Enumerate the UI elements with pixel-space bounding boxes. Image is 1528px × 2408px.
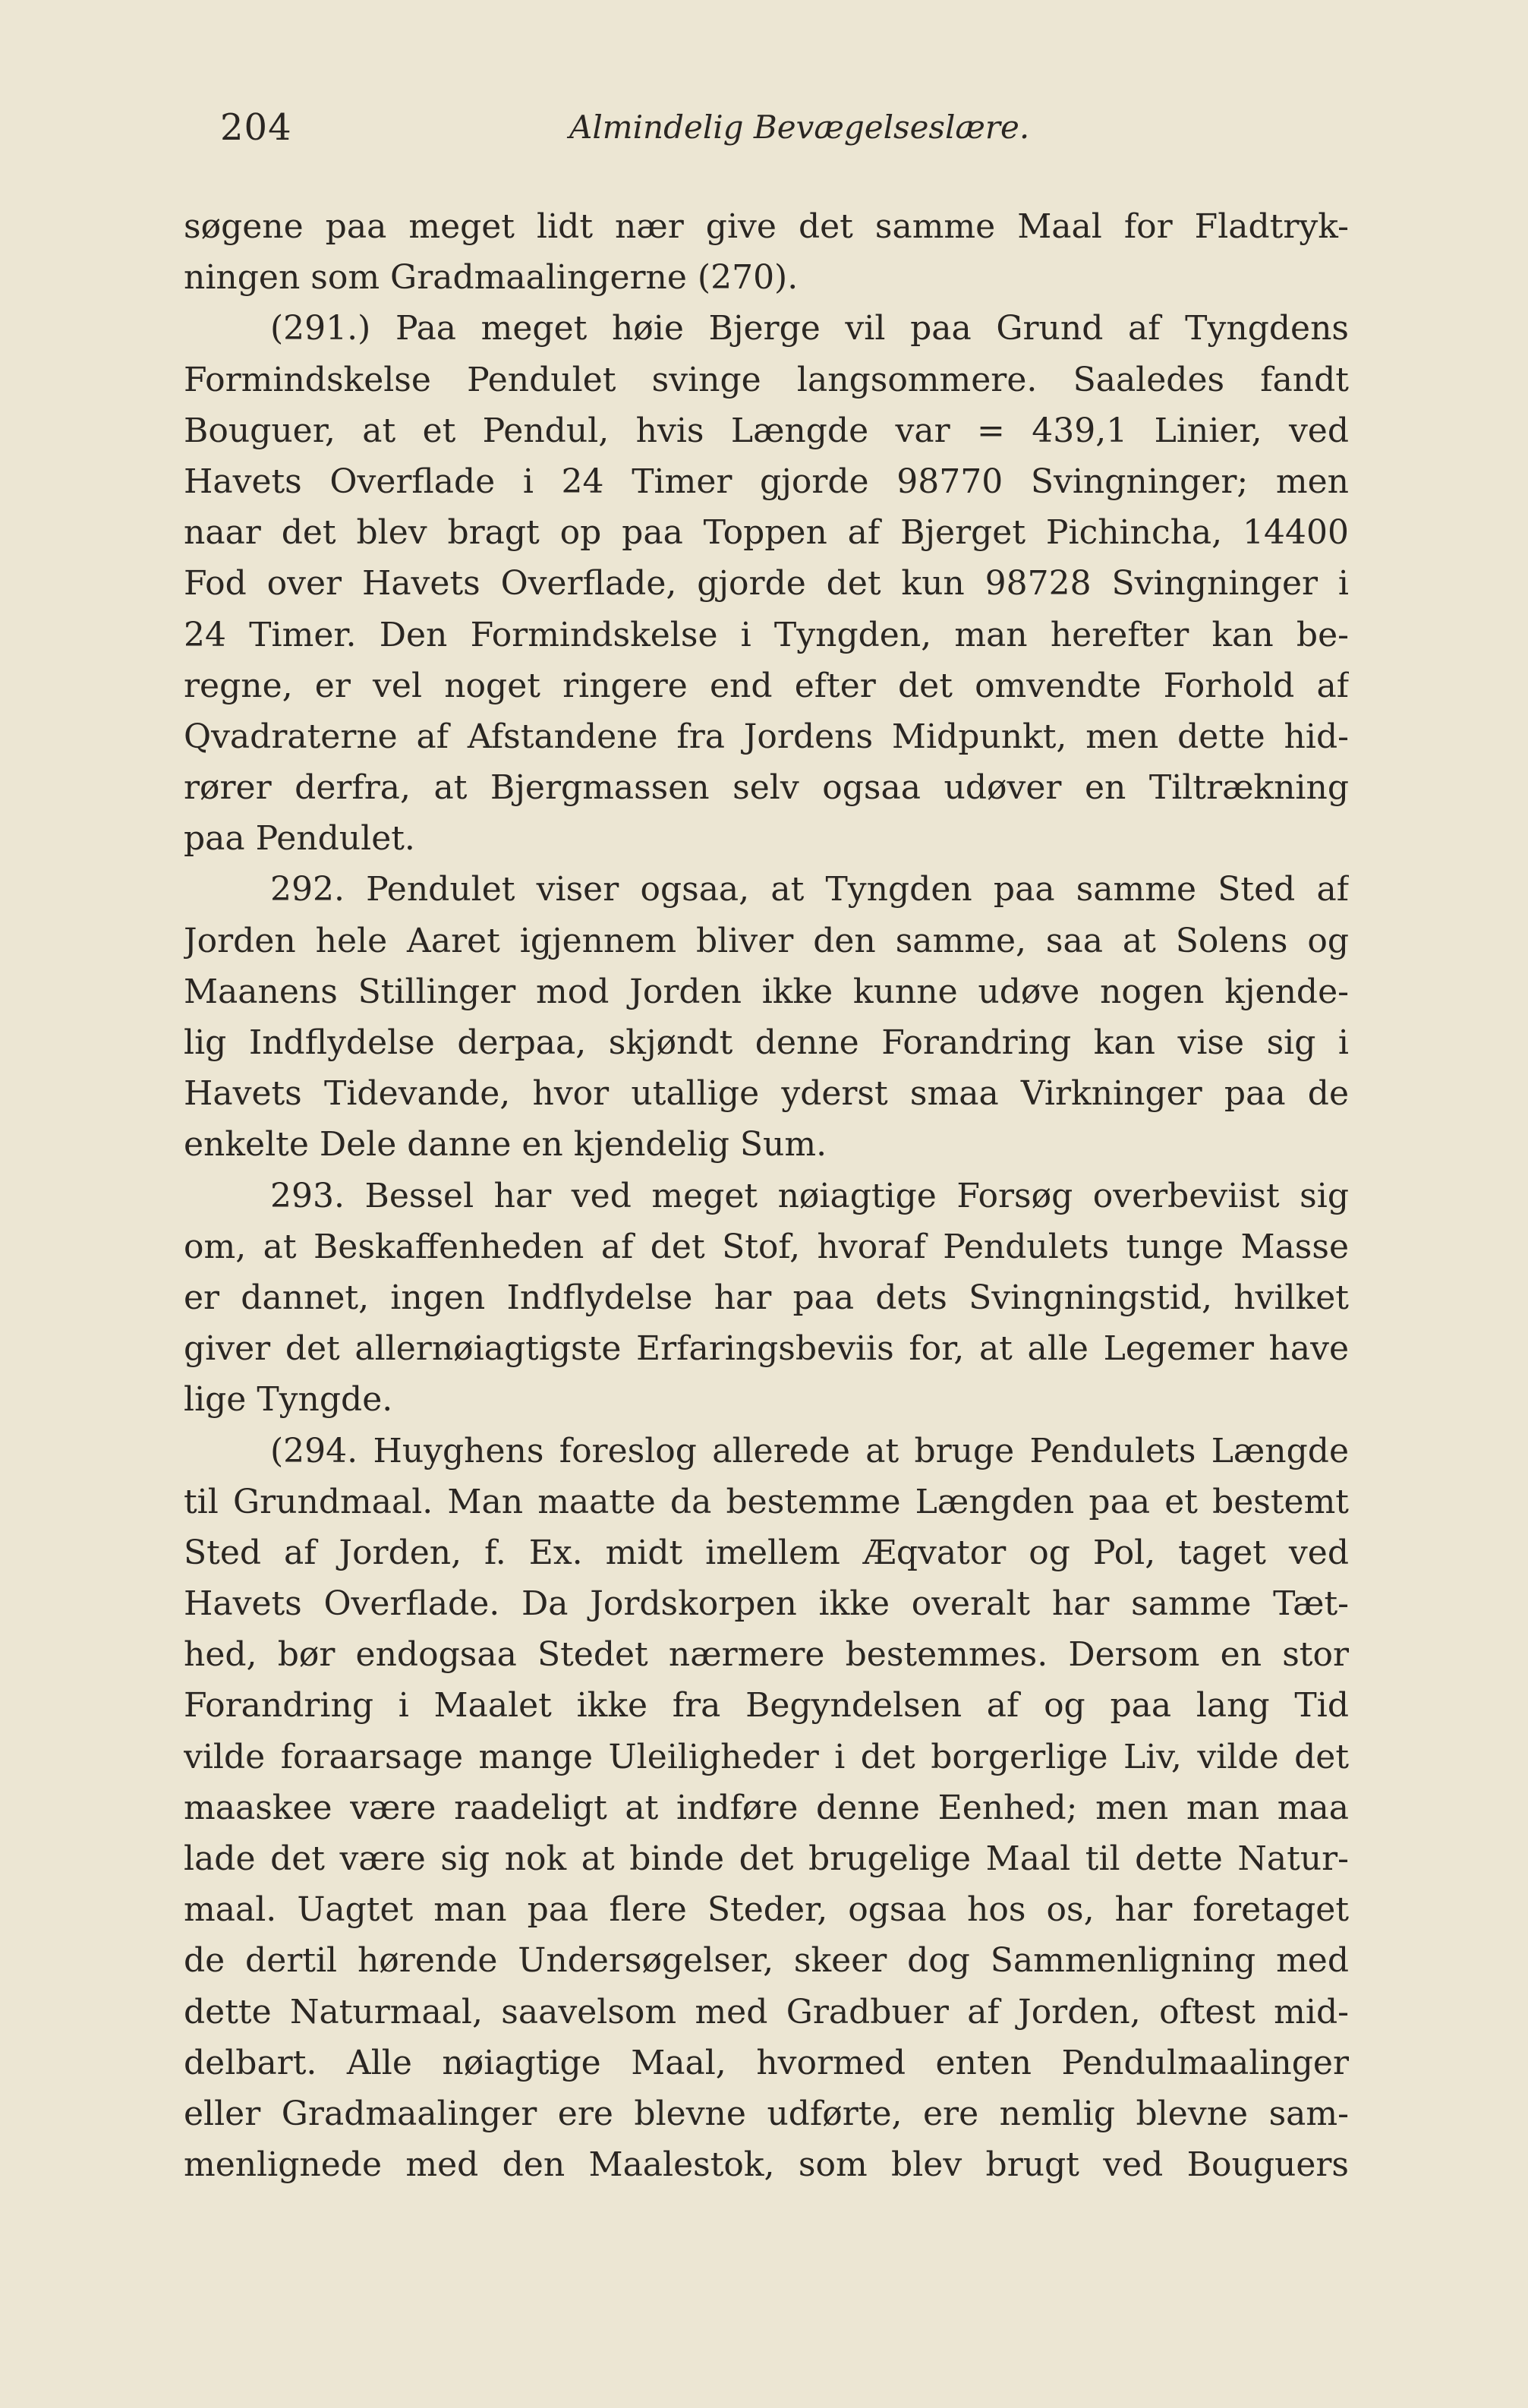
text-line: Havets Overflade. Da Jordskorpen ikke overalt har samme Tæt- — [184, 1584, 1349, 1624]
page-header — [220, 97, 1336, 158]
text-line: søgene paa meget lidt nær give det samme Maal for Fladtryk- — [184, 207, 1349, 246]
text-line: rører derfra, at Bjergmassen selv ogsaa udøver en Tiltrækning — [184, 768, 1349, 808]
text-line: er dannet, ingen Indflydelse har paa dets Svingningstid, hvilket — [184, 1278, 1349, 1317]
text-line: Bouguer, at et Pendul, hvis Længde var = 439,1 Linier, ved — [184, 411, 1349, 450]
text-line: naar det blev bragt op paa Toppen af Bjerget Pichincha, 14400 — [184, 513, 1349, 553]
body-text — [184, 201, 1349, 2190]
text-line: Havets Overflade i 24 Timer gjorde 98770 Svingninger; men — [184, 462, 1349, 501]
text-line: Maanens Stillinger mod Jorden ikke kunne udøve nogen kjende- — [184, 972, 1349, 1011]
text-line: maal. Uagtet man paa flere Steder, ogsaa hos os, har foretaget — [184, 1890, 1349, 1930]
text-line: til Grundmaal. Man maatte da bestemme Længden paa et bestemt — [184, 1482, 1349, 1521]
text-line: lade det være sig nok at binde det brugelige Maal til dette Natur- — [184, 1839, 1349, 1878]
text-line: Jorden hele Aaret igjennem bliver den samme, saa at Solens og — [184, 921, 1349, 960]
text-line: eller Gradmaalinger ere blevne udførte, ere nemlig blevne sam- — [184, 2094, 1349, 2133]
text-line: vilde foraarsage mange Uleiligheder i det borgerlige Liv, vilde det — [184, 1737, 1349, 1776]
text-line: Fod over Havets Overflade, gjorde det kun 98728 Svingninger i — [184, 564, 1349, 604]
text-line: Havets Tidevande, hvor utallige yderst smaa Virkninger paa de — [184, 1074, 1349, 1114]
text-line: lige Tyngde. — [184, 1380, 393, 1420]
text-line: de dertil hørende Undersøgelser, skeer dog Sammenligning med — [184, 1941, 1349, 1981]
text-line: 24 Timer. Den Formindskelse i Tyngden, man herefter kan be- — [184, 615, 1349, 654]
text-line: 292. Pendulet viser ogsaa, at Tyngden paa samme Sted af — [270, 870, 1349, 909]
text-line: ningen som Gradmaalingerne (270). — [184, 258, 799, 298]
text-line: paa Pendulet. — [184, 819, 415, 859]
text-line: dette Naturmaal, saavelsom med Gradbuer af Jorden, oftest mid- — [184, 1992, 1349, 2031]
text-line: (294. Huyghens foreslog allerede at bruge Pendulets Længde — [270, 1431, 1349, 1470]
text-line: Sted af Jorden, f. Ex. midt imellem Æqvator og Pol, taget ved — [184, 1533, 1349, 1572]
text-line: maaskee være raadeligt at indføre denne Eenhed; men man maa — [184, 1788, 1349, 1827]
page-number: 204 — [220, 106, 292, 149]
text-line: regne, er vel noget ringere end efter det omvendte Forhold af — [184, 666, 1349, 705]
running-head: Almindelig Bevægelseslære. — [569, 109, 1030, 146]
text-line: menlignede med den Maalestok, som blev brugt ved Bouguers — [184, 2145, 1349, 2185]
text-line: hed, bør endogsaa Stedet nærmere bestemmes. Dersom en stor — [184, 1635, 1349, 1675]
text-line: delbart. Alle nøiagtige Maal, hvormed enten Pendulmaalinger — [184, 2043, 1349, 2082]
text-line: Qvadraterne af Afstandene fra Jordens Midpunkt, men dette hid- — [184, 717, 1349, 756]
text-line: enkelte Dele danne en kjendelig Sum. — [184, 1125, 827, 1165]
text-line: (291.) Paa meget høie Bjerge vil paa Grund af Tyngdens — [270, 309, 1349, 348]
text-line: giver det allernøiagtigste Erfaringsbeviis for, at alle Legemer have — [184, 1329, 1349, 1369]
text-line: Formindskelse Pendulet svinge langsommere. Saaledes fandt — [184, 360, 1349, 399]
text-line: lig Indflydelse derpaa, skjøndt denne Forandring kan vise sig i — [184, 1023, 1349, 1062]
text-line: Forandring i Maalet ikke fra Begyndelsen af og paa lang Tid — [184, 1686, 1349, 1726]
text-line: om, at Beskaffenheden af det Stof, hvoraf Pendulets tunge Masse — [184, 1227, 1349, 1266]
text-line: 293. Bessel har ved meget nøiagtige Forsøg overbeviist sig — [270, 1176, 1349, 1215]
